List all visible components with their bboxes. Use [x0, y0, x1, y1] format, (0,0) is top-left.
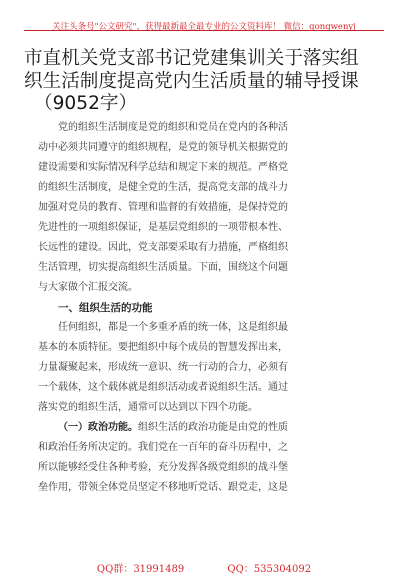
body-line: 垒作用，带领全体党员坚定不移地听党话、跟党走，这是 — [38, 482, 288, 493]
body-line: 一个载体，这个载体就是组织活动或者说组织生活。通过 — [38, 382, 288, 393]
subsection-line — [38, 418, 378, 438]
header-divider — [24, 30, 384, 31]
document-title — [24, 48, 384, 116]
body-line: 动中必须共同遵守的组织规程，是党的领导机关根据党的 — [38, 142, 288, 153]
document-body — [38, 118, 378, 498]
body-line: 党的组织生活制度是党的组织和党员在党内的各种活 — [58, 122, 288, 133]
title-line-2: 织生活制度提高党内生活质量的辅导授课 — [24, 70, 359, 92]
page-footer — [0, 560, 408, 575]
title-line-1: 市直机关党支部书记党建集训关于落实组 — [24, 48, 359, 69]
header-banner-text: 关注头条号"公文研究"，获得最新最全最专业的公文资料库！ 微信：gongwenyj — [52, 22, 356, 32]
body-line: 建设需要和实际情况科学总结和规定下来的规范。严格党 — [38, 162, 288, 173]
footer-qq: QQ：535304092 — [227, 564, 312, 575]
body-line: 所以能够经受住各种考验，充分发挥各级党组织的战斗堡 — [38, 462, 288, 473]
body-line: 力量凝聚起来，形成统一意识、统一行动的合力，必须有 — [38, 362, 288, 373]
subsection-heading: （一）政治功能。 — [58, 422, 138, 433]
footer-qq-group: QQ群：31991489 — [96, 564, 185, 575]
section-heading: 一、组织生活的功能 — [58, 302, 153, 314]
body-line: 长远性的建设。因此，党支部要采取有力措施，严格组织 — [38, 242, 288, 253]
subsection-text: 组织生活的政治功能是由党的性质 — [138, 422, 288, 433]
body-line: 任何组织，都是一个多重矛盾的统一体，这是组织最 — [58, 322, 288, 333]
title-line-3: （9052字） — [34, 93, 138, 114]
body-line: 与大家做个汇报交流。 — [38, 282, 138, 293]
body-line: 和政治任务所决定的。我们党在一百年的奋斗历程中，之 — [38, 442, 288, 453]
body-line: 先进性的一项组织保证，是基层党组织的一项带根本性、 — [38, 222, 288, 233]
body-line: 落实党的组织生活，通常可以达到以下四个功能。 — [38, 402, 258, 413]
body-line: 生活管理，切实提高组织生活质量。下面，围绕这个问题 — [38, 262, 288, 273]
body-line: 加强对党员的教育、管理和监督的有效措施，是保持党的 — [38, 202, 288, 213]
body-line: 的组织生活制度，是健全党的生活，提高党支部的战斗力 — [38, 182, 288, 193]
body-line: 基本的本质特征。要把组织中每个成员的智慧发挥出来， — [38, 342, 288, 353]
